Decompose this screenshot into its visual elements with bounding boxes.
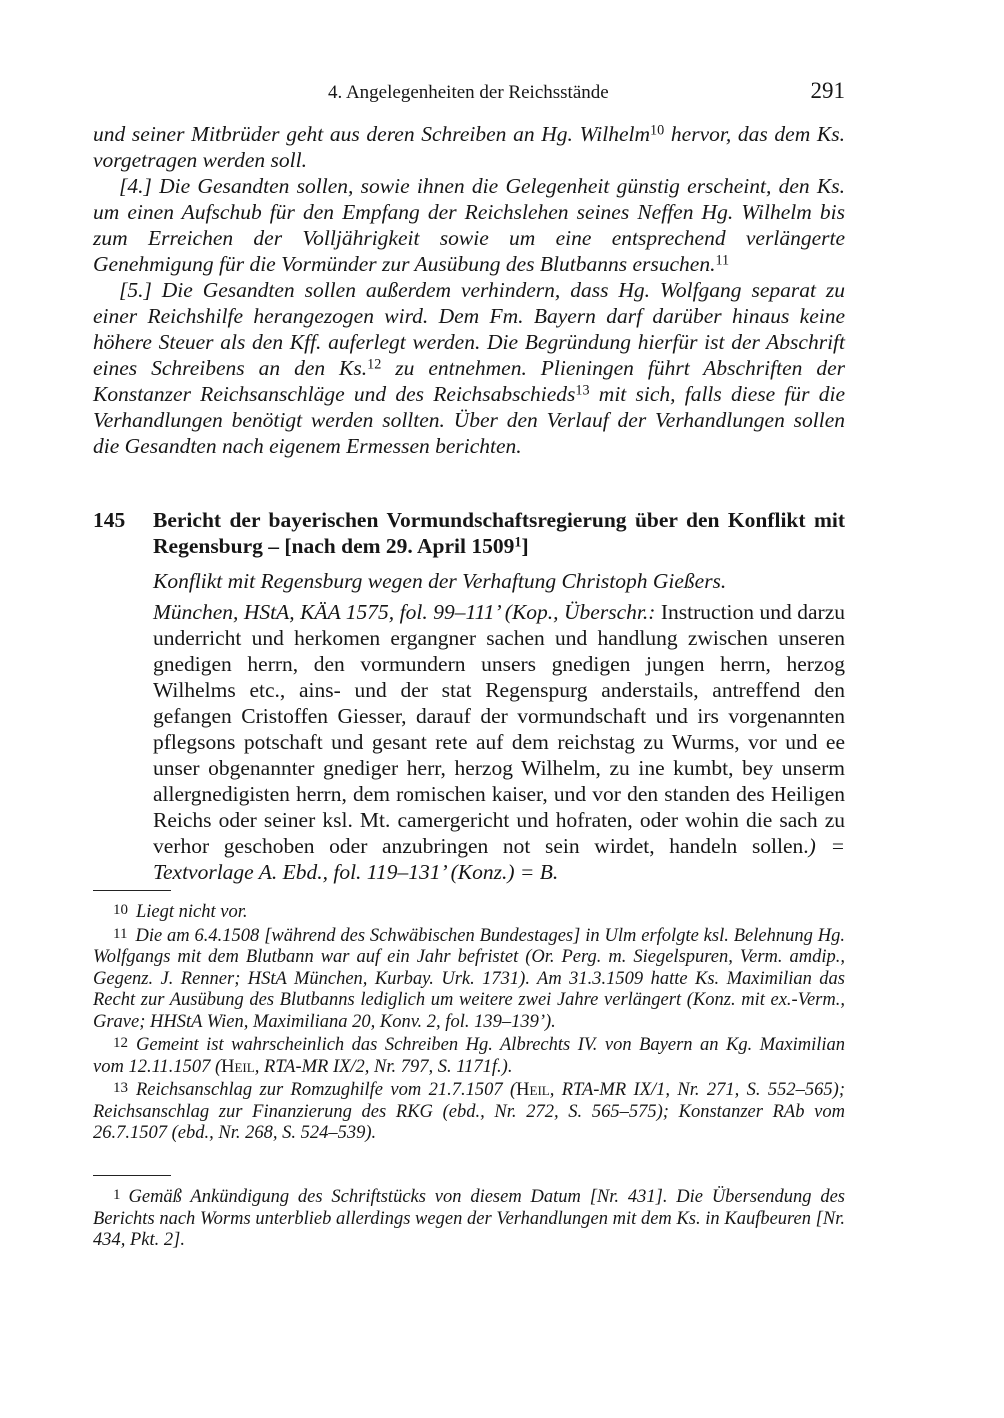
running-header-title: 4. Angelegenheiten der Reichsstände	[328, 82, 609, 103]
text: [4.] Die Gesandten sollen, sowie ihnen die Gelegenheit günstig erscheint, den Ks. um einen Aufschub für den Empfang der Reichslehen seines Neffen Hg. Wilhelm bis zum Erreichen der Volljährigkeit sowie um eine entsprechend verlängerte Genehmigung für die Vormünder zur Ausübung des Blutbanns ersuchen.	[93, 174, 845, 276]
text: , RTA-MR IX/2, Nr. 797, S. 1171f.).	[254, 1056, 513, 1077]
text: ) = Textvorlage A. Ebd., fol. 119–131’ (Konz.) = B.	[153, 834, 845, 884]
footnote	[93, 1078, 845, 1145]
document-source	[153, 599, 845, 885]
footnote-number: 12	[113, 1035, 128, 1051]
text: Gemäß Ankündigung des Schriftstücks von diesem Datum [Nr. 431]. Die Übersendung des Berichts nach Worms unterblieb allerdings wegen der Verhandlungen mit dem Ks. in Kaufbeuren [Nr. 434, Pkt. 2].	[93, 1187, 845, 1250]
author-name: Heil	[516, 1080, 550, 1100]
footnote-divider	[93, 1175, 171, 1176]
footnote	[93, 924, 845, 1034]
text: zu entnehmen. Plieningen führt Abschriften der Konstanzer Reichsanschläge und des Reichsabschieds	[93, 356, 845, 406]
footnote-divider	[93, 890, 171, 891]
text: [5.] Die Gesandten sollen außerdem verhindern, dass Hg. Wolfgang separat zu einer Reichshilfe herangezogen wird. Dem Fm. Bayern darf darüber hinaus keine höhere Steuer als den Kff. auferlegt werden. Die Begründung hierfür ist der Abschrift eines Schreibens an den Ks.	[93, 278, 845, 380]
page-number: 291	[810, 78, 845, 103]
document-title	[153, 507, 845, 559]
text: Reichsanschlag zur Romzughilfe vom 21.7.1507 (	[136, 1080, 517, 1100]
text: Bericht der bayerischen Vormundschaftsregierung über den Konflikt mit Regensburg – [nach dem 29. April 1509	[153, 508, 845, 558]
text: Liegt nicht vor.	[136, 902, 248, 922]
footnote-ref[interactable]: 1	[514, 534, 522, 551]
document-footnotes	[93, 1185, 845, 1252]
main-text	[93, 121, 845, 459]
paragraph	[93, 277, 845, 459]
footnotes	[93, 900, 845, 1145]
footnote-ref[interactable]: 10	[650, 122, 665, 139]
footnote-number: 13	[113, 1080, 128, 1096]
footnote	[93, 1185, 845, 1252]
paragraph	[93, 173, 845, 277]
author-name: Heil	[221, 1056, 255, 1077]
document-number: 145	[93, 508, 126, 532]
running-header	[93, 80, 845, 108]
footnote-number: 11	[113, 925, 128, 942]
footnote-number: 10	[113, 902, 128, 918]
footnote	[93, 1033, 845, 1078]
footnote-number: 1	[113, 1187, 121, 1203]
paragraph	[93, 121, 845, 173]
footnote	[93, 900, 845, 924]
text: Die am 6.4.1508 [während des Schwäbischen Bundestages] in Ulm erfolgte ksl. Belehnung Hg. Wolfgangs mit dem Blutbann war auf ein Jahr befristet (Or. Perg. m. Siegelspuren, Verm. amdip., Gegenz. J. Renner; HStA München, Kurbay. Urk. 1731). Am 31.3.1509 hatte Ks. Maximilian das Recht zur Ausübung des Blutbanns lediglich um weitere zwei Jahre verlängert (Konz. mit ex.-Verm., Grave; HHStA Wien, Maximiliana 20, Konv. 2, fol. 139–139’).	[93, 925, 845, 1032]
text: München, HStA, KÄA 1575, fol. 99–111’ (Kop., Überschr.:	[153, 600, 661, 624]
text: mit sich, falls diese für die Verhandlungen benötigt werden sollten. Über den Verlauf der Verhandlungen sollen die Gesandten nach eigenem Ermessen berichten.	[93, 382, 845, 458]
footnote-ref[interactable]: 12	[367, 356, 382, 373]
text: ]	[521, 534, 529, 558]
footnote-ref[interactable]: 13	[575, 382, 590, 399]
document-regest: Konflikt mit Regensburg wegen der Verhaftung Christoph Gießers.	[153, 569, 727, 593]
text: und seiner Mitbrüder geht aus deren Schreiben an Hg. Wilhelm	[93, 122, 651, 146]
document-entry	[93, 507, 845, 885]
footnote-ref[interactable]: 11	[715, 252, 730, 269]
text: hervor, das dem Ks. vorgetragen werden soll.	[93, 122, 845, 172]
text: Gemeint ist wahrscheinlich das Schreiben Hg. Albrechts IV. von Bayern an Kg. Maximilian vom 12.11.1507 (	[93, 1035, 845, 1077]
text: Instruction und darzu underricht und herkomen ergangner sachen und handlung zwischen unseren gnedigen herrn, den vormundern unsers gnedigen jungen herrn, herzog Wilhelms etc., ains- und der stat Regenspurg anderstails, antreffend den gefangen Cristoffen Giesser, darauf der vormundschaft und irs vorgenannten pflegsons potschaft und gesant rete auf dem reichstag zu Wurms, vor und ee unser obgenannter gnediger herr, herzog Wilhelm, zu ine kumbt, bey unserm allergnedigisten herrn, dem romischen kaiser, und vor den standen des Heiligen Reichs oder seiner ksl. Mt. camergericht und hofraten, oder wohin die sach zu verhor geschoben oder anzubringen not sein wirdet, handeln sollen.	[153, 600, 845, 858]
text: , RTA-MR IX/1, Nr. 271, S. 552–565); Reichsanschlag zur Finanzierung des RKG (ebd., Nr. 272, S. 565–575); Konstanzer RAb vom 26.7.1507 (ebd., Nr. 268, S. 524–539).	[93, 1080, 845, 1143]
